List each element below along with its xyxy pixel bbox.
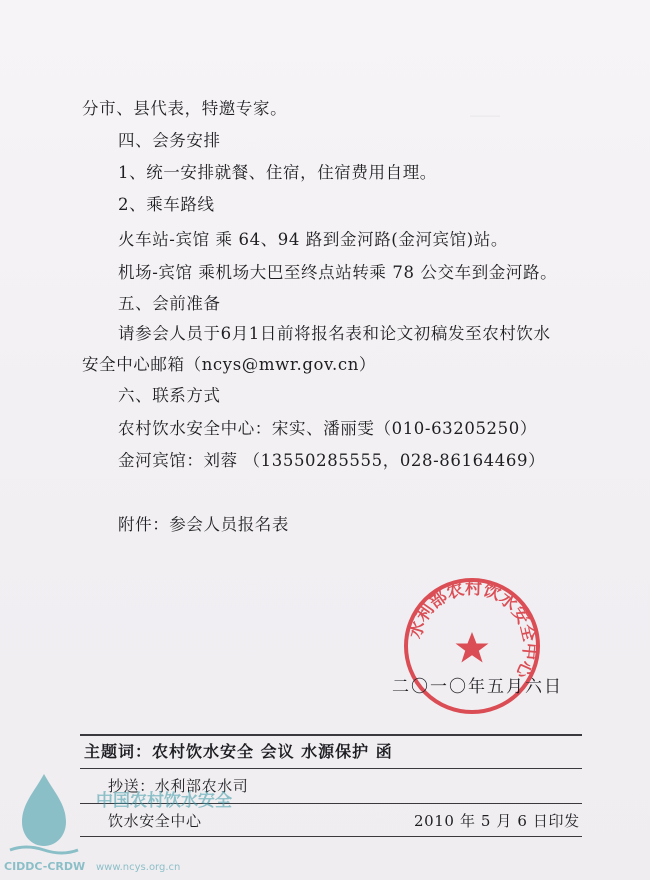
print-date: 2010 年 5 月 6 日印发: [414, 812, 580, 830]
body-line: 火车站-宾馆 乘 64、94 路到金河路(金河宾馆)站。: [118, 230, 508, 249]
water-drop-icon: [22, 774, 66, 846]
keywords-line: 主题词：农村饮水安全 会议 水源保护 函: [84, 742, 393, 761]
seal-text: 水利部农村饮水安全中心: [405, 578, 540, 682]
body-line: 分市、县代表，特邀专家。: [82, 99, 288, 118]
contact-line: 金河宾馆：刘蓉 （13550285555，028-86164469）: [118, 451, 546, 470]
section-heading: 四、会务安排: [118, 131, 221, 150]
body-line: 2、乘车路线: [118, 195, 215, 214]
attachment-note: 附件：参会人员报名表: [118, 515, 289, 534]
site-watermark: [4, 766, 232, 876]
watermark-site: www.ncys.org.cn: [96, 862, 181, 873]
body-line: 机场-宾馆 乘机场大巴至终点站转乘 78 公交车到金河路。: [118, 263, 558, 282]
section-heading: 六、联系方式: [118, 386, 221, 405]
body-line: 1、统一安排就餐、住宿，住宿费用自理。: [118, 163, 437, 182]
contact-line: 农村饮水安全中心：宋实、潘丽雯（010-63205250）: [118, 419, 537, 438]
footer-top-rule: [80, 734, 582, 736]
issue-date: 二〇一〇年五月六日: [392, 677, 563, 697]
watermark-org-code: CIDDC-CRDW: [4, 860, 86, 873]
watermark-org-cn: 中国农村饮水安全: [96, 791, 232, 811]
body-line: 安全中心邮箱（ncys@mwr.gov.cn）: [82, 355, 377, 374]
section-heading: 五、会前准备: [118, 294, 221, 313]
show-through-artifact: ＿: [470, 86, 506, 121]
wave-icon: [10, 847, 78, 853]
issuer: 饮水安全中心: [108, 812, 202, 830]
body-line: 请参会人员于6月1日前将报名表和论文初稿发至农村饮水: [118, 324, 551, 343]
cc-line: 抄送：水利部农水司: [108, 777, 249, 795]
seal-star-icon: [456, 632, 489, 663]
